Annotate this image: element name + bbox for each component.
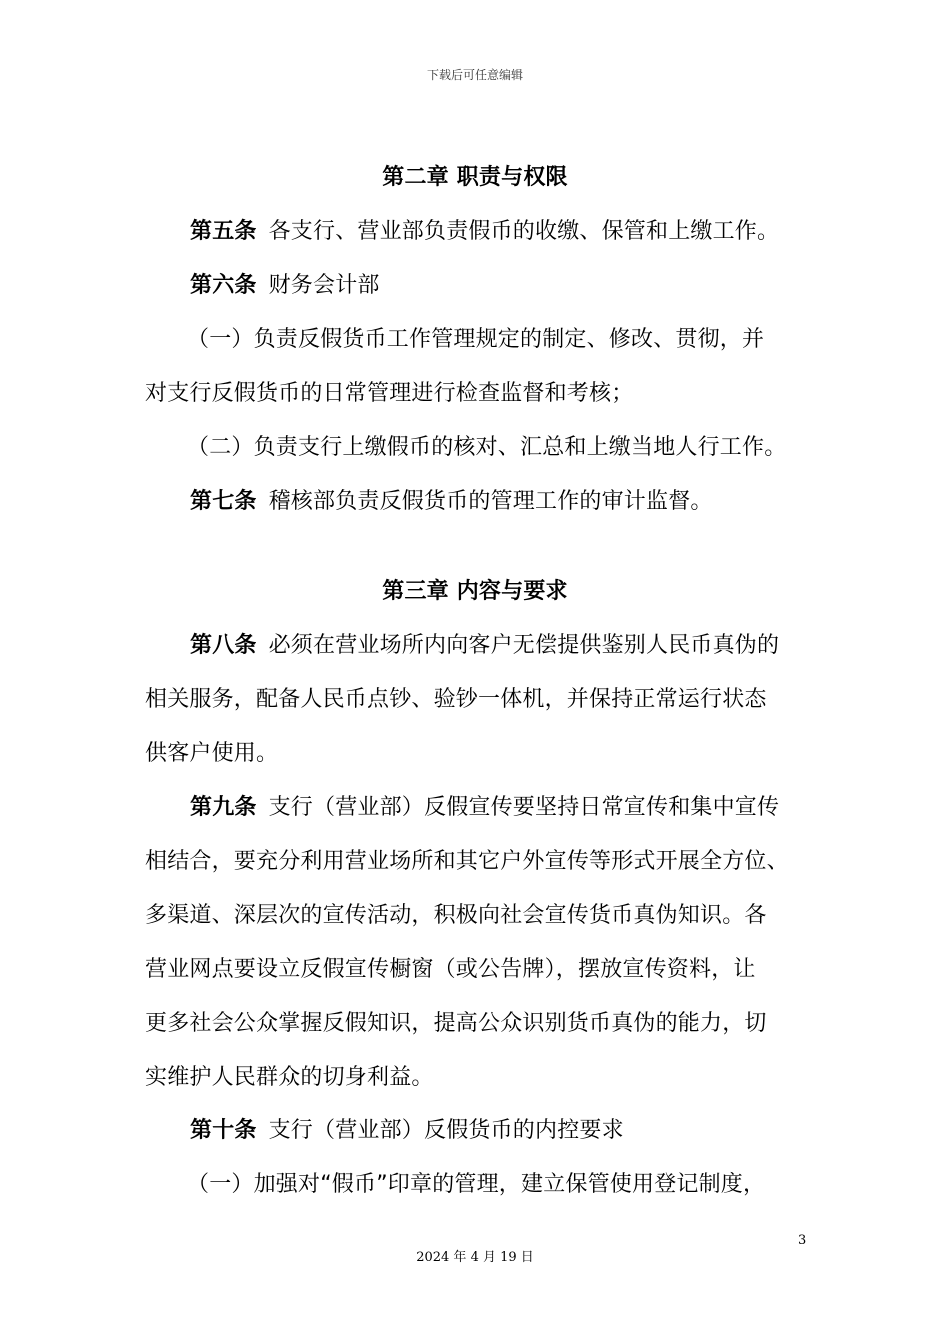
article-9-line-1: 支行（营业部）反假宣传要坚持日常宣传和集中宣传 [268,795,780,820]
article-9-line-6: 实维护人民群众的切身利益。 [145,1065,434,1090]
article-10-item-1: （一）加强对“假币”印章的管理，建立保管使用登记制度， [187,1172,766,1197]
article-6-number: 第六条 [190,273,257,298]
article-8-line-3: 供客户使用。 [145,741,279,766]
article-8-line-2: 相关服务，配备人民币点钞、验钞一体机，并保持正常运行状态 [145,687,767,712]
article-7 [190,487,880,517]
article-6-text: 财务会计部 [268,273,380,298]
article-6-item-2: （二）负责支行上缴假币的核对、汇总和上缴当地人行工作。 [187,435,787,460]
article-6-item-1-line-2: 对支行反假货币的日常管理进行检查监督和考核； [145,381,634,406]
article-6-item-1-line-1: （一）负责反假货币工作管理规定的制定、修改、贯彻，并 [187,327,765,352]
article-5-number: 第五条 [190,219,257,244]
article-9-line-4: 营业网点要设立反假宣传橱窗（或公告牌），摆放宣传资料，让 [145,957,756,982]
article-9-line-5: 更多社会公众掌握反假知识，提高公众识别货币真伪的能力，切 [145,1011,767,1036]
article-8-line-1: 必须在营业场所内向客户无偿提供鉴别人民币真伪的 [268,633,780,658]
article-9-line-3: 多渠道、深层次的宣传活动，积极向社会宣传货币真伪知识。各 [145,903,767,928]
article-6 [190,271,880,301]
article-7-text: 稽核部负责反假货币的管理工作的审计监督。 [268,489,713,514]
article-5 [190,217,880,247]
chapter-2-title: 第二章 职责与权限 [382,165,568,190]
article-10-text: 支行（营业部）反假货币的内控要求 [268,1118,624,1143]
article-10 [190,1116,880,1146]
article-9-line-2: 相结合，要充分利用营业场所和其它户外宣传等形式开展全方位、 [145,849,789,874]
article-9 [190,793,880,823]
article-5-text: 各支行、营业部负责假币的收缴、保管和上缴工作。 [268,219,780,244]
page-number: 3 [798,1233,807,1248]
article-9-number: 第九条 [190,795,257,820]
header-note: 下载后可任意编辑 [426,68,523,82]
article-10-number: 第十条 [190,1118,257,1143]
chapter-3-title: 第三章 内容与要求 [382,579,568,604]
footer-date: 2024 年 4 月 19 日 [416,1250,534,1265]
article-8-number: 第八条 [190,633,257,658]
article-7-number: 第七条 [190,489,257,514]
article-8 [190,631,880,661]
